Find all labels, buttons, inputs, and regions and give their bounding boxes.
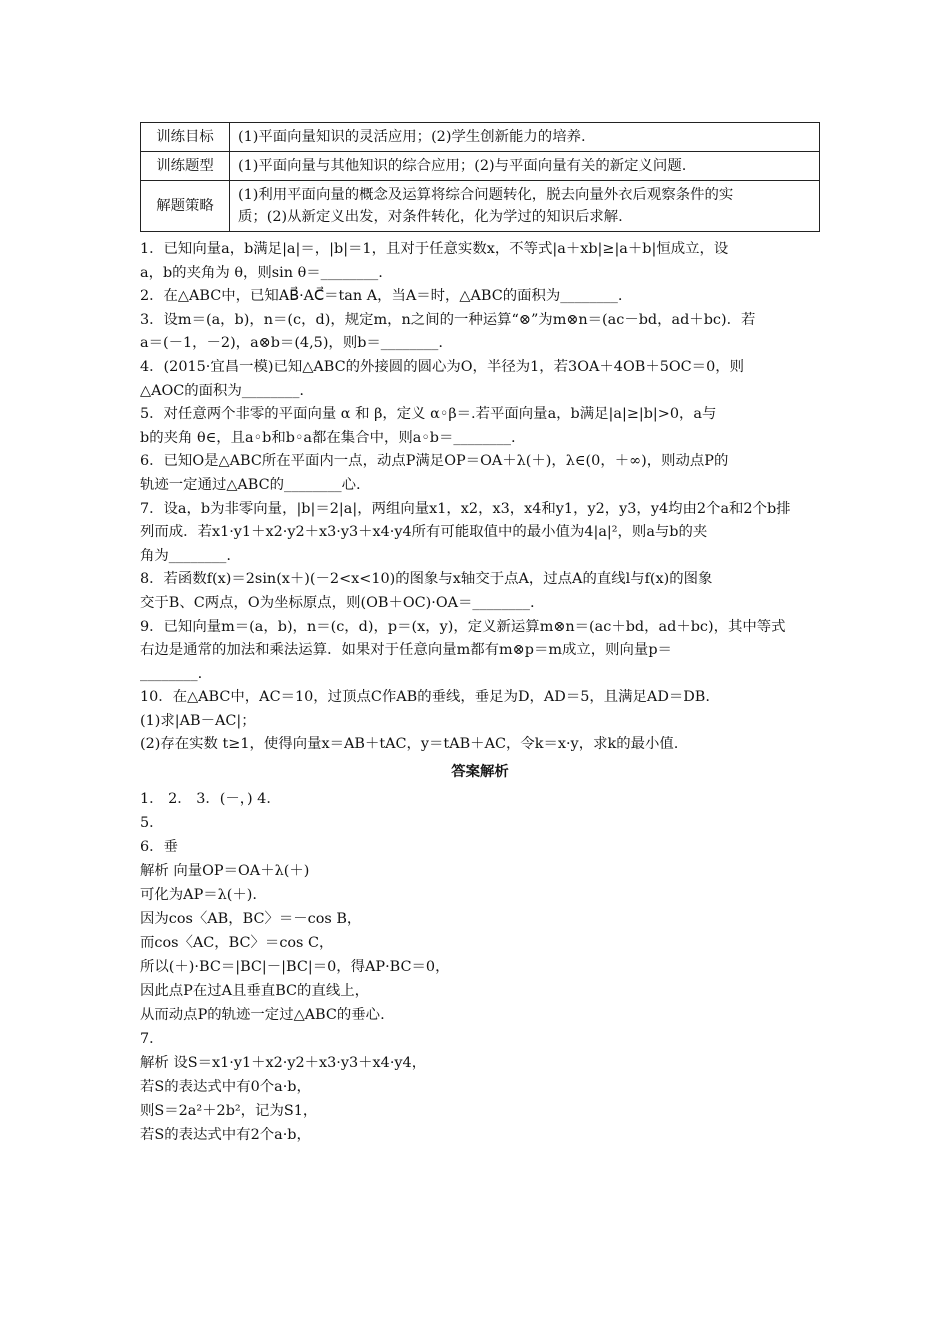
answer-line: 所以(＋)·BC＝|BC|－|BC|＝0，得AP·BC＝0，: [140, 959, 450, 976]
answer-line: 则S＝2a²＋2b²，记为S1，: [140, 1103, 318, 1120]
table-row: [141, 152, 820, 181]
problem-line: 交于B、C两点，O为坐标原点，则(OB＋OC)·OA＝________.: [140, 594, 535, 611]
table-value: [230, 181, 820, 232]
answer-line: 6．垂: [140, 839, 178, 856]
problem-line: 轨迹一定通过△ABC的________心.: [140, 476, 361, 493]
document-content: [140, 122, 820, 1147]
answer-line: 5．: [140, 815, 164, 832]
table-value: [230, 123, 820, 152]
answer-line: 7．: [140, 1031, 164, 1048]
problem-line: a＝(－1，－2)，a⊗b＝(4,5)，则b＝________.: [140, 335, 443, 352]
problem-line: 5．对任意两个非零的平面向量 α 和 β，定义 α◦β＝.若平面向量a，b满足|a|≥|b|>0，a与: [140, 406, 717, 423]
problem-line: 1．已知向量a，b满足|a|＝，|b|＝1，且对于任意实数x，不等式|a＋xb|≥|a＋b|恒成立，设: [140, 241, 729, 257]
problem-line: ________.: [140, 665, 203, 682]
table-value-line: (1)平面向量与其他知识的综合应用；(2)与平面向量有关的新定义问题.: [238, 158, 687, 174]
training-info-table: [140, 122, 820, 232]
problem-line: 4．(2015·宜昌一模)已知△ABC的外接圆的圆心为O，半径为1，若3OA＋4OB＋5OC＝0，则: [140, 358, 745, 375]
problem-line: 9．已知向量m＝(a，b)，n＝(c，d)，p＝(x，y)，定义新运算m⊗n＝(ac＋bd，ad＋bc)，其中等式: [140, 618, 786, 635]
answer-heading: 答案解析: [451, 763, 509, 781]
answer-line: 而cos〈AC，BC〉＝cos C，: [140, 935, 334, 952]
answer-line: 若S的表达式中有2个a·b，: [140, 1127, 311, 1144]
problem-line: 3．设m＝(a，b)，n＝(c，d)，规定m，n之间的一种运算“⊗”为m⊗n＝(ac－bd，ad＋bc)．若: [140, 311, 756, 328]
table-value-line: 质；(2)从新定义出发，对条件转化，化为学过的知识后求解.: [238, 209, 623, 225]
table-row: [141, 123, 820, 152]
answer-line: 因此点P在过A且垂直BC的直线上，: [140, 983, 370, 1000]
problem-line: 右边是通常的加法和乘法运算．如果对于任意向量m都有m⊗p＝m成立，则向量p＝: [140, 642, 672, 659]
table-label: 解题策略: [141, 181, 230, 232]
answer-line: 解析 设S＝x1·y1＋x2·y2＋x3·y3＋x4·y4，: [140, 1055, 427, 1072]
problem-line: △AOC的面积为________.: [140, 382, 304, 399]
answer-line: 若S的表达式中有0个a·b，: [140, 1079, 311, 1096]
problem-line: 角为________.: [140, 547, 231, 564]
problem-line: 10．在△ABC中，AC＝10，过顶点C作AB的垂线，垂足为D，AD＝5，且满足AD＝DB.: [140, 689, 710, 706]
table-value-line: (1)平面向量知识的灵活应用；(2)学生创新能力的培养.: [238, 129, 586, 145]
answer-line: 因为cos〈AB，BC〉＝－cos B，: [140, 911, 362, 928]
problem-line: (1)求|AB－AC|；: [140, 712, 256, 729]
table-value: [230, 152, 820, 181]
table-row: [141, 181, 820, 232]
answer-line: 1． 2． 3．(－，) 4．: [140, 791, 281, 808]
problem-list: [140, 238, 820, 757]
answer-line: 解析 向量OP＝OA＋λ(＋): [140, 863, 310, 880]
problem-line: 8．若函数f(x)＝2sin(x＋)(－2<x<10)的图象与x轴交于点A，过点A的直线l与f(x)的图象: [140, 571, 713, 588]
problem-line: 列而成．若x1·y1＋x2·y2＋x3·y3＋x4·y4所有可能取值中的最小值为4|a|²，则a与b的夹: [140, 524, 708, 541]
problem-line: 7．设a，b为非零向量，|b|＝2|a|，两组向量x1，x2，x3，x4和y1，y2，y3，y4均由2个a和2个b排: [140, 500, 791, 517]
problem-line: 2．在△ABC中，已知AB⃗·AC⃗＝tan A，当A＝时，△ABC的面积为________.: [140, 288, 623, 305]
answer-list: [140, 787, 820, 1147]
table-label: 训练目标: [141, 123, 230, 152]
answer-line: 可化为AP＝λ(＋).: [140, 887, 257, 904]
table-label: 训练题型: [141, 152, 230, 181]
problem-line: a，b的夹角为 θ，则sin θ＝________.: [140, 264, 383, 281]
answer-line: 从而动点P的轨迹一定过△ABC的垂心.: [140, 1007, 385, 1024]
table-value-line: (1)利用平面向量的概念及运算将综合问题转化，脱去向量外衣后观察条件的实: [238, 187, 734, 203]
problem-line: (2)存在实数 t≥1，使得向量x＝AB＋tAC，y＝tAB＋AC，令k＝x·y，求k的最小值.: [140, 736, 679, 753]
problem-line: b的夹角 θ∈，且a◦b和b◦a都在集合中，则a◦b＝________.: [140, 429, 516, 446]
problem-line: 6．已知O是△ABC所在平面内一点，动点P满足OP＝OA＋λ(＋)，λ∈(0，＋∞)，则动点P的: [140, 453, 729, 470]
